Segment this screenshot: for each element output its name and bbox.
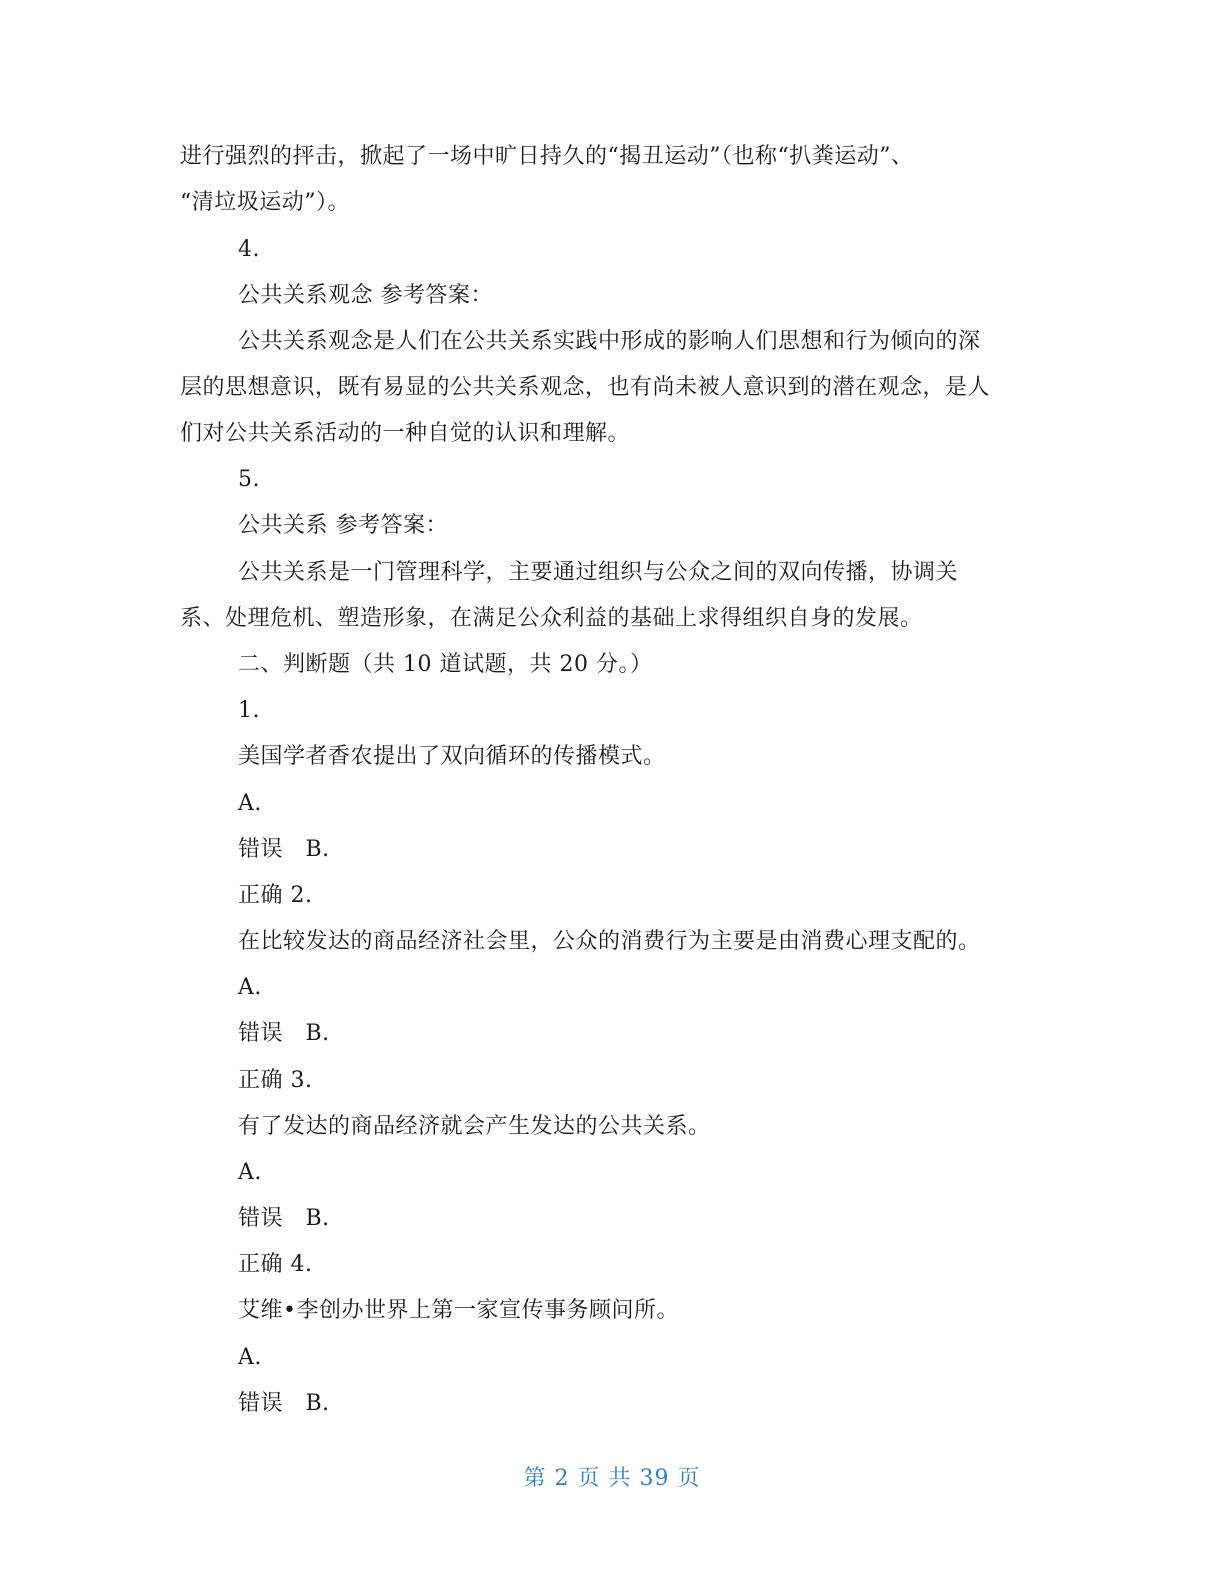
tf-option-a-2: A. — [238, 975, 262, 1000]
tf-question-text-4: 艾维•李创办世界上第一家宣传事务顾问所。 — [238, 1298, 679, 1323]
tf-question-number-1: 1. — [238, 698, 260, 723]
tf-option-b-1: 错误 B. — [238, 837, 330, 862]
tf-option-a-4: A. — [238, 1345, 262, 1370]
answer-5-line-2: 系、处理危机、塑造形象，在满足公众利益的基础上求得组织自身的发展。 — [180, 606, 923, 631]
question-term-5: 公共关系 参考答案： — [238, 513, 448, 538]
tf-question-text-1: 美国学者香农提出了双向循环的传播模式。 — [238, 744, 666, 769]
tf-question-text-2: 在比较发达的商品经济社会里，公众的消费行为主要是由消费心理支配的。 — [238, 929, 981, 954]
answer-4-line-3: 们对公共关系活动的一种自觉的认识和理解。 — [180, 421, 631, 446]
tf-option-correct-3: 正确 4. — [238, 1252, 313, 1277]
question-number-5: 5. — [238, 467, 260, 492]
question-term-4: 公共关系观念 参考答案： — [238, 283, 493, 308]
paragraph-continuation-line-1: 进行强烈的抨击，掀起了一场中旷日持久的“揭丑运动”（也称“扒粪运动”、 — [180, 144, 914, 169]
answer-4-line-2: 层的思想意识，既有易显的公共关系观念，也有尚未被人意识到的潜在观念，是人 — [180, 375, 991, 400]
tf-option-correct-1: 正确 2. — [238, 883, 313, 908]
tf-option-a-3: A. — [238, 1160, 262, 1185]
tf-option-b-4: 错误 B. — [238, 1391, 330, 1416]
page-number-footer: 第 2 页 共 39 页 — [523, 1466, 701, 1491]
tf-question-text-3: 有了发达的商品经济就会产生发达的公共关系。 — [238, 1114, 711, 1139]
answer-5-line-1: 公共关系是一门管理科学，主要通过组织与公众之间的双向传播，协调关 — [238, 560, 959, 585]
section-heading-true-false: 二、判断题（共 10 道试题，共 20 分。） — [238, 652, 653, 677]
tf-option-a-1: A. — [238, 791, 262, 816]
paragraph-continuation-line-2: “清垃圾运动”）。 — [180, 190, 350, 215]
tf-option-correct-2: 正确 3. — [238, 1068, 313, 1093]
question-number-4: 4. — [238, 237, 260, 262]
tf-option-b-3: 错误 B. — [238, 1206, 330, 1231]
answer-4-line-1: 公共关系观念是人们在公共关系实践中形成的影响人们思想和行为倾向的深 — [238, 329, 981, 354]
tf-option-b-2: 错误 B. — [238, 1021, 330, 1046]
